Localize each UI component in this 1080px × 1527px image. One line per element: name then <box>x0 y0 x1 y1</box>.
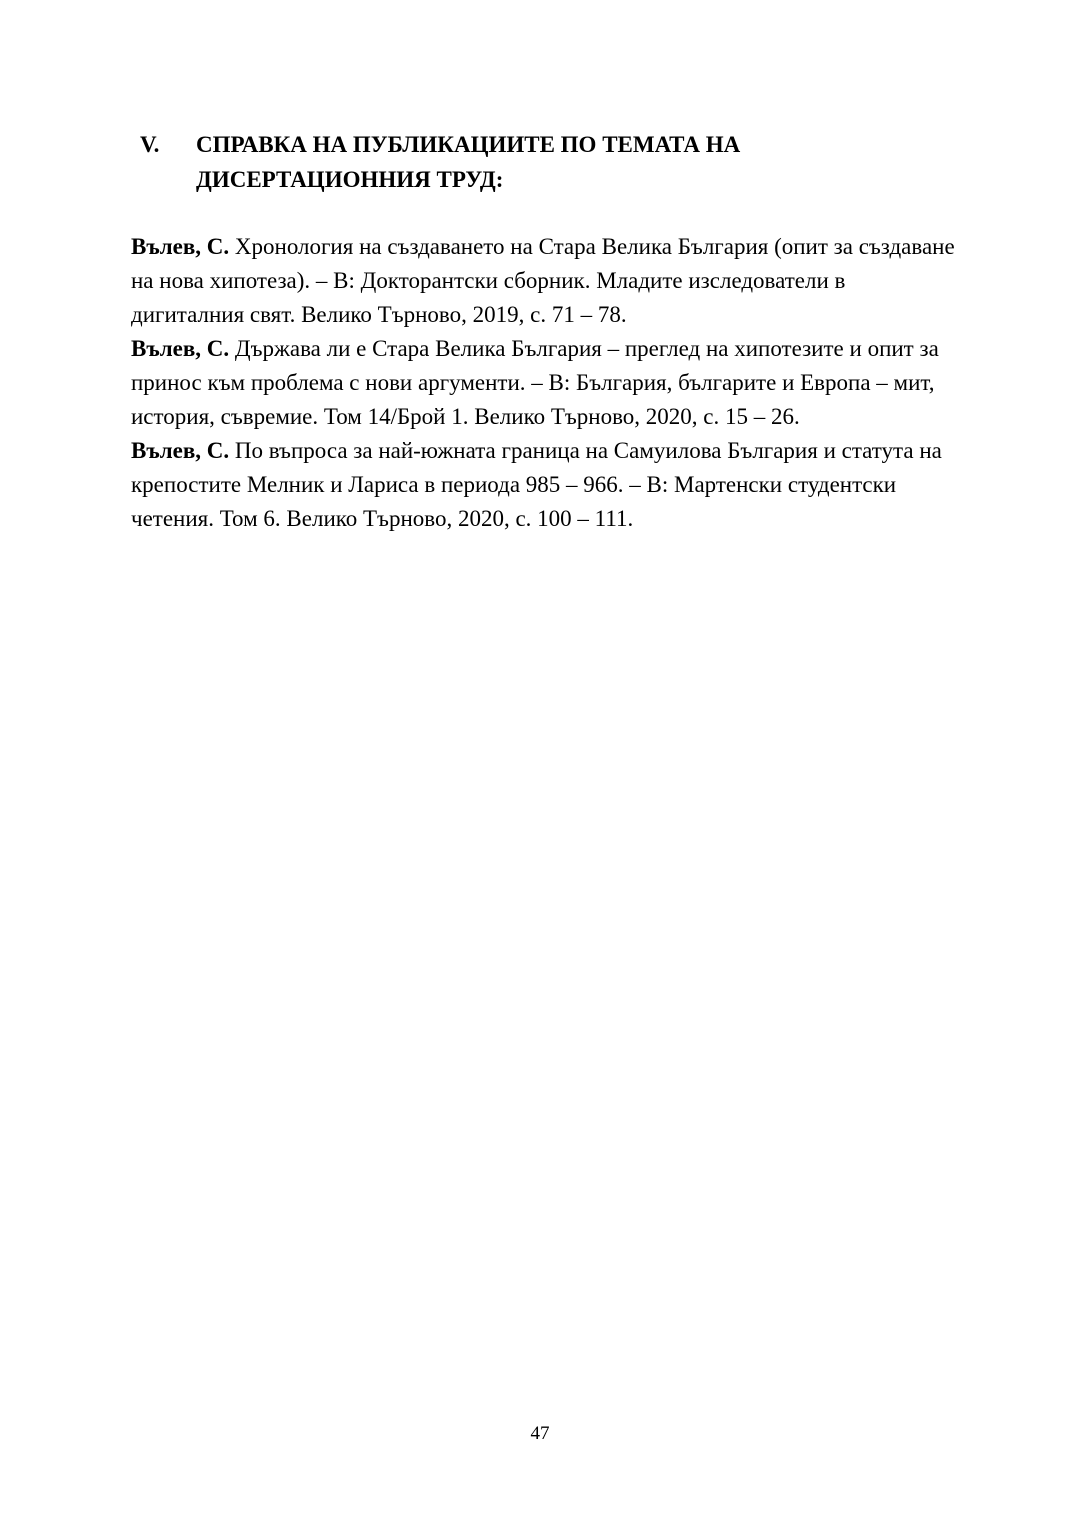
publication-author: Вълев, С. <box>131 234 230 259</box>
publication-entry <box>131 230 961 332</box>
section-heading <box>140 127 960 197</box>
publications-list <box>131 230 961 536</box>
section-title: СПРАВКА НА ПУБЛИКАЦИИТЕ ПО ТЕМАТА НА ДИСЕРТАЦИОННИЯ ТРУД: <box>196 132 741 192</box>
publication-text: По въпроса за най-южната граница на Самуилова България и статута на крепостите Мелник и Лариса в периода 985 – 966. – В: Мартенски студентски четения. Том 6. Велико Търново, 2020, с. 100 – 111. <box>131 438 942 531</box>
publication-author: Вълев, С. <box>131 438 230 463</box>
publication-author: Вълев, С. <box>131 336 230 361</box>
publication-entry <box>131 434 961 536</box>
section-number: V. <box>140 132 160 157</box>
publication-entry <box>131 332 961 434</box>
publication-text: Държава ли е Стара Велика България – преглед на хипотезите и опит за принос към проблема с нови аргументи. – В: България, българите и Европа – мит, история, съвремие. Том 14/Брой 1. Велико Търново, 2020, с. 15 – 26. <box>131 336 939 429</box>
publication-text: Хронология на създаването на Стара Велика България (опит за създаване на нова хипотеза). – В: Докторантски сборник. Младите изследователи в дигиталния свят. Велико Търново, 2019, с. 71 – 78. <box>131 234 955 327</box>
page-number: 47 <box>530 1423 550 1444</box>
